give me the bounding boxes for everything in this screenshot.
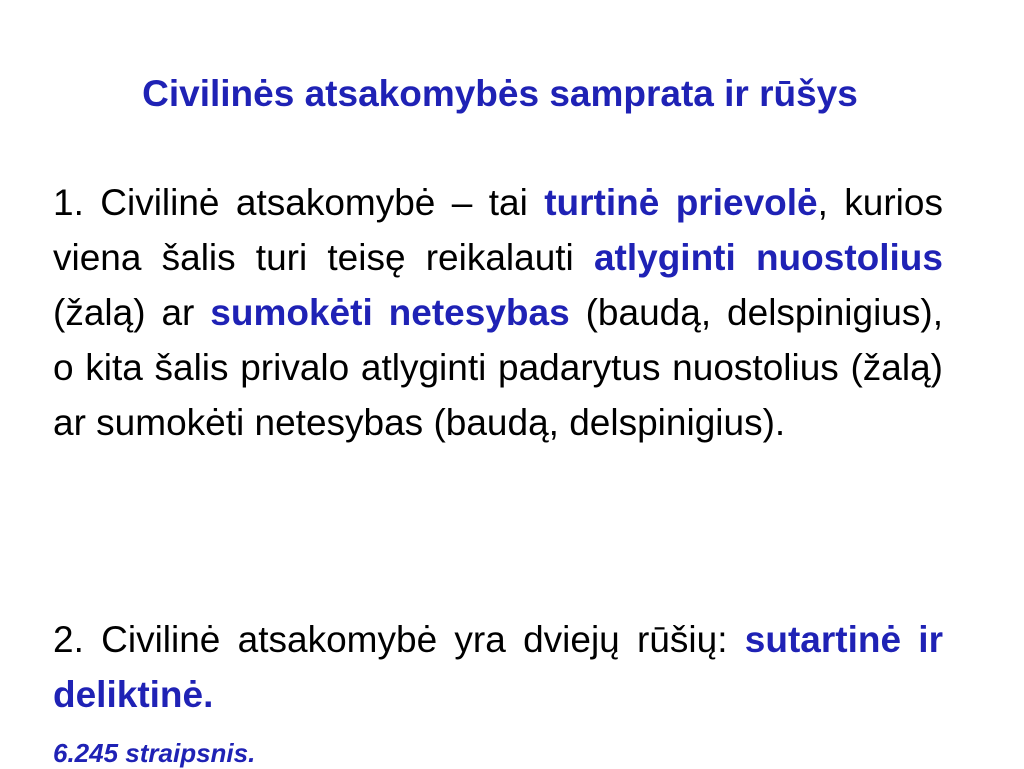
definition-text-2: , kurios viena šalis turi teisę reikalauti — [53, 182, 943, 278]
article-reference: 6.245 straipsnis. — [53, 738, 256, 768]
definition-text-3: (žalą) ar — [53, 292, 211, 333]
paragraph-types — [53, 612, 943, 722]
types-text-1: 2. Civilinė atsakomybė yra dviejų rūšių: — [53, 619, 745, 660]
definition-text-1: 1. Civilinė atsakomybė – tai — [53, 182, 545, 223]
definition-emphasis-1: turtinė prievolė — [544, 182, 818, 223]
paragraph-definition — [53, 175, 943, 450]
definition-emphasis-3: sumokėti netesybas — [210, 292, 570, 333]
definition-text-4: (baudą, delspinigius), o kita šalis privalo atlyginti padarytus nuostolius (žalą) ar sumokėti netesybas (baudą, delspinigius). — [53, 292, 943, 443]
types-emphasis-1: sutartinė ir deliktinė. — [53, 619, 943, 715]
definition-emphasis-2: atlyginti nuostolius — [593, 237, 943, 278]
slide-title: Civilinės atsakomybės samprata ir rūšys — [142, 73, 858, 114]
